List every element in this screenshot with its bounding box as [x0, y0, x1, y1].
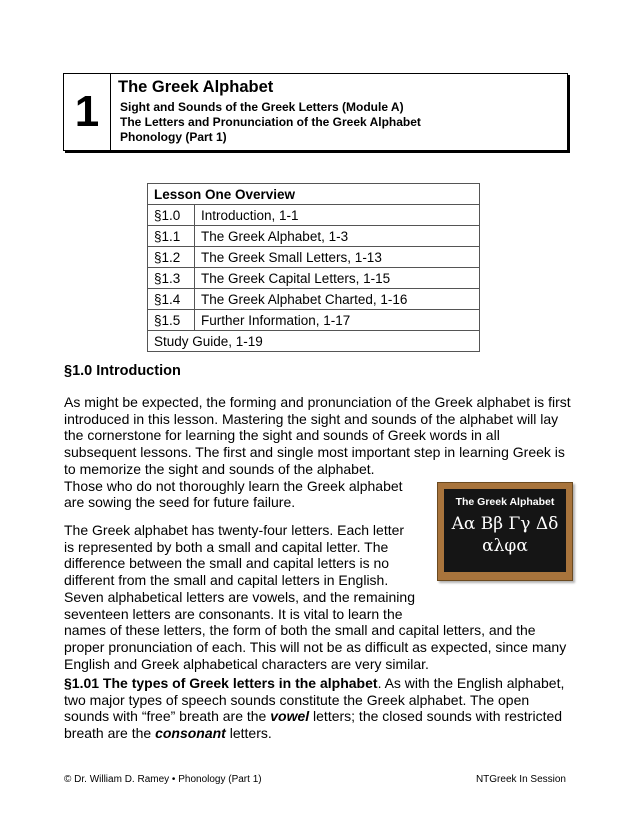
subtitle-line: Phonology (Part 1)	[120, 130, 227, 144]
overview-row	[148, 226, 480, 247]
section-number: §1.2	[148, 247, 195, 268]
overview-row	[148, 310, 480, 331]
text-line: the cornerstone for learning the sight and sounds of Greek words in all	[64, 427, 500, 444]
text-line: The Greek alphabet has twenty-four letters. Each letter	[64, 522, 405, 538]
text-line: introduced in this lesson. Mastering the sight and sounds of the alphabet will lay	[64, 410, 559, 427]
section-label: The Greek Small Letters, 1-13	[195, 247, 480, 268]
text-line	[64, 725, 564, 742]
chapter-number: 1	[64, 74, 111, 150]
section-number: §1.3	[148, 268, 195, 289]
section-heading-101: §1.01 The types of Greek letters in the alphabet	[64, 675, 378, 691]
section-label: The Greek Alphabet Charted, 1-16	[195, 289, 480, 310]
section-number: §1.0	[148, 205, 195, 226]
chalkboard-word: αλφα	[482, 536, 528, 556]
section-number: §1.4	[148, 289, 195, 310]
lesson-title: The Greek Alphabet	[118, 78, 274, 96]
text-span: breath are the	[64, 725, 156, 742]
text-line: Seven alphabetical letters are vowels, and the remaining	[64, 588, 415, 605]
overview-title: Lesson One Overview	[148, 184, 480, 205]
overview-row	[148, 247, 480, 268]
overview-row	[148, 268, 480, 289]
overview-table	[147, 183, 480, 352]
text-line: proper pronunciation of each. This will not be as difficult as expected, since many	[64, 638, 567, 655]
text-line: is represented by both a small and capital letter. The	[64, 538, 389, 555]
text-span: letters; the closed sounds with restricted	[309, 708, 563, 725]
text-line: subsequent lessons. The first and single most important step in learning Greek is	[64, 444, 565, 461]
text-line: to memorize the sight and sounds of the alphabet.	[64, 460, 375, 477]
text-span: sounds with “free” breath are the	[64, 708, 271, 725]
text-line: Those who do not thoroughly learn the Greek alphabet	[64, 477, 403, 494]
section-label: The Greek Capital Letters, 1-15	[195, 268, 480, 289]
section-label: Further Information, 1-17	[195, 310, 480, 331]
study-guide-entry: Study Guide, 1-19	[148, 331, 480, 352]
subtitle-line: The Letters and Pronunciation of the Greek Alphabet	[120, 115, 421, 129]
overview-row	[148, 205, 480, 226]
section-101-paragraph	[64, 675, 564, 742]
text-line: two major types of speech sounds constitute the Greek alphabet. The open	[64, 691, 530, 708]
text-line: As might be expected, the forming and pronunciation of the Greek alphabet is first	[64, 394, 571, 410]
lesson-header	[63, 73, 568, 151]
chalkboard-image	[437, 482, 573, 581]
vowel-term: vowel	[270, 708, 310, 725]
consonant-term: consonant	[155, 725, 226, 742]
subtitle-line: Sight and Sounds of the Greek Letters (Module A)	[120, 100, 404, 114]
text-line: names of these letters, the form of both the small and capital letters, and the	[64, 622, 536, 639]
text-line	[64, 675, 564, 692]
chalkboard-surface	[444, 489, 566, 572]
section-heading-intro: §1.0 Introduction	[64, 363, 181, 379]
text-line: English and Greek alphabetical characters are very similar.	[64, 655, 429, 672]
text-span: . As with the English alphabet,	[377, 675, 565, 691]
section-label: Introduction, 1-1	[195, 205, 480, 226]
section-number: §1.1	[148, 226, 195, 247]
chalkboard-title: The Greek Alphabet	[455, 496, 555, 508]
text-line: seventeen letters are consonants. It is vital to learn the	[64, 605, 403, 622]
text-line: are sowing the seed for future failure.	[64, 494, 296, 511]
section-number: §1.5	[148, 310, 195, 331]
chalkboard-letters: Αα Ββ Γγ Δδ	[451, 514, 559, 534]
overview-row	[148, 289, 480, 310]
text-line	[64, 708, 564, 725]
footer-right: NTGreek In Session	[475, 774, 566, 785]
text-line: different from the small and capital letters in English.	[64, 572, 389, 589]
footer-left: © Dr. William D. Ramey • Phonology (Part 1)	[64, 774, 262, 785]
section-label: The Greek Alphabet, 1-3	[195, 226, 480, 247]
text-span: letters.	[225, 725, 272, 742]
text-line: difference between the small and capital letters is no	[64, 555, 390, 572]
